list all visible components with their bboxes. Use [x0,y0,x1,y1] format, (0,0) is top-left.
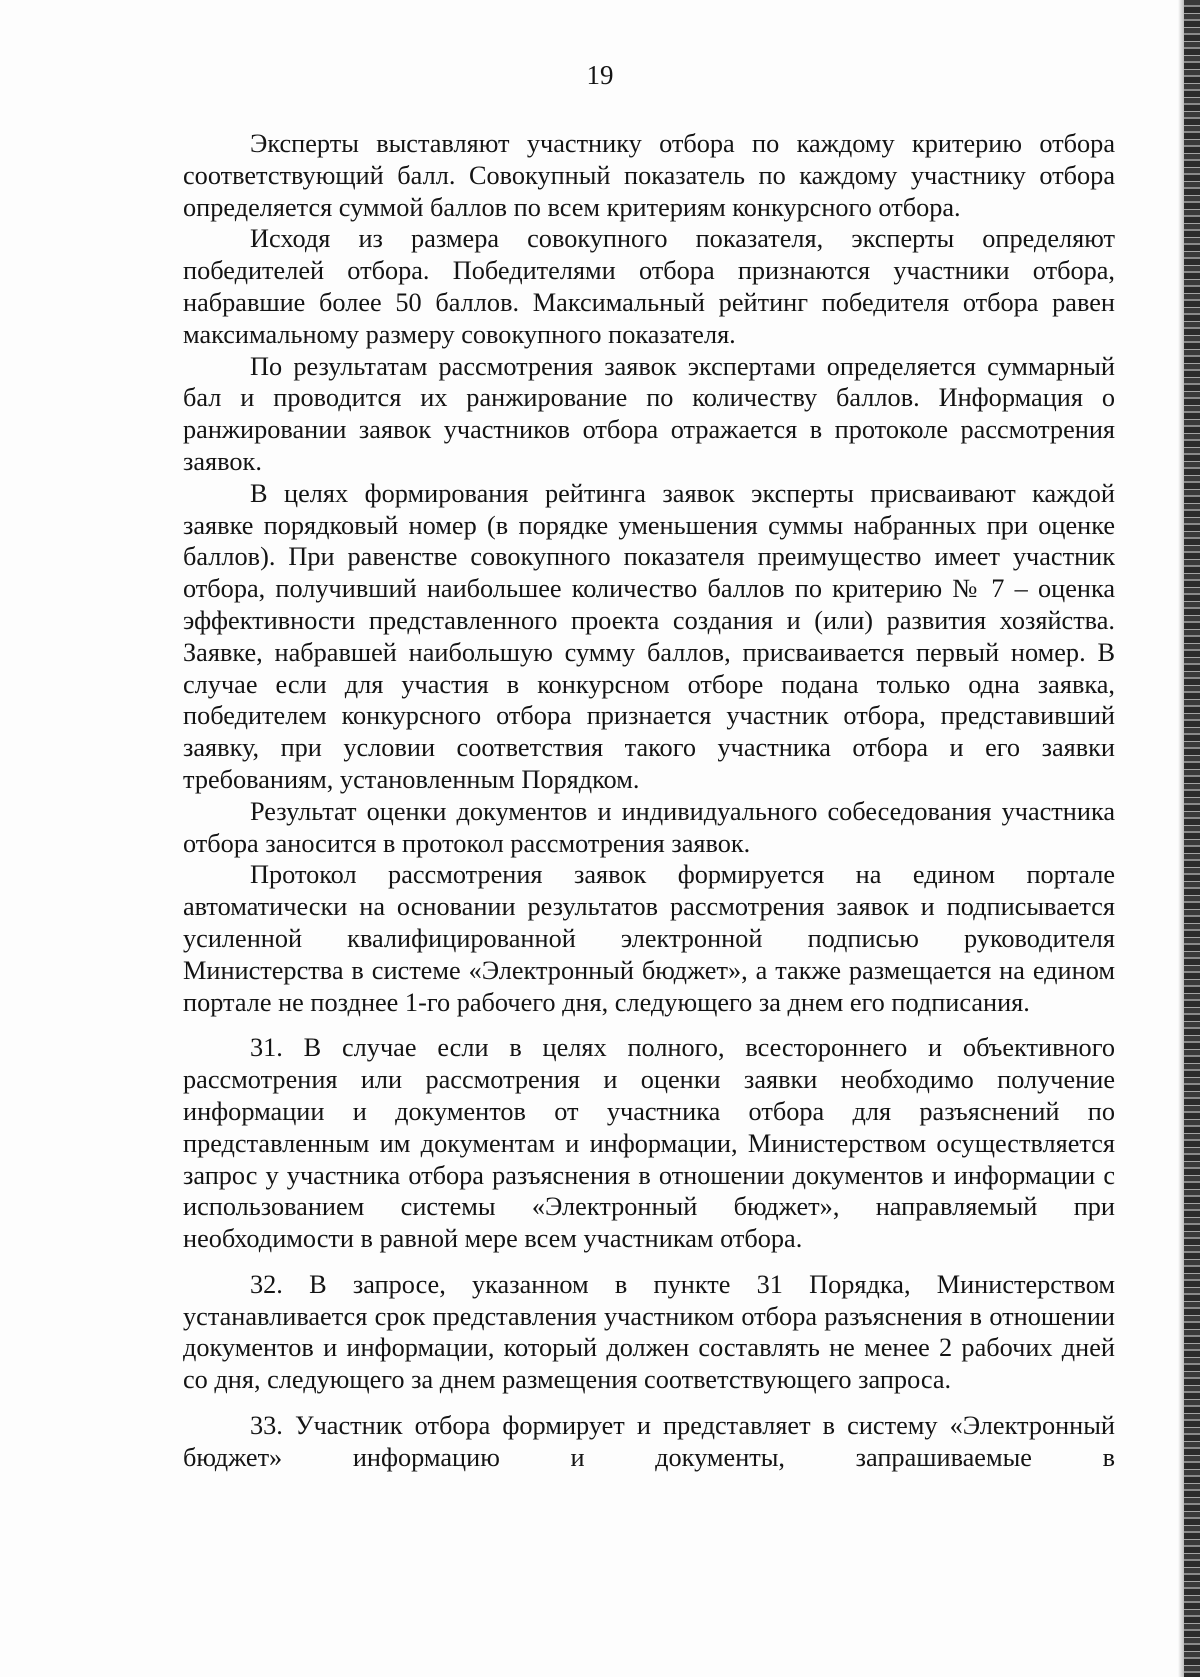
paragraph-item-31: 31. В случае если в целях полного, всестороннего и объективного рассмотрения или рассмотрения и оценки заявки необходимо получение информации и документов от участника отбора для разъяснений по представленным им документам и информации, Министерством осуществляется запрос у участника отбора разъяснения в отношении документов и информации с использованием системы «Электронный бюджет», направляемый при необходимости в равной мере всем участникам отбора. [183,1033,1115,1254]
paragraph-winners-determination: Исходя из размера совокупного показателя, эксперты определяют победителей отбора. Победителями отбора признаются участники отбора, набравшие более 50 баллов. Максимальный рейтинг победителя отбора равен максимальному размеру совокупного показателя. [183,224,1115,349]
paragraph-rating-order: В целях формирования рейтинга заявок эксперты присваивают каждой заявке порядковый номер (в порядке уменьшения суммы набранных при оценке баллов). При равенстве совокупного показателя преимущество имеет участник отбора, получивший наибольшее количество баллов по критерию № 7 – оценка эффективности представленного проекта создания и (или) развития хозяйства. Заявке, набравшей наибольшую сумму баллов, присваивается первый номер. В случае если для участия в конкурсном отборе подана только одна заявка, победителем конкурсного отбора признается участник отбора, представивший заявку, при условии соответствия такого участника отбора и его заявки требованиям, установленным Порядком. [183,478,1115,794]
paragraph-item-33: 33. Участник отбора формирует и представляет в систему «Электронный бюджет» информацию и документы, запрашиваемые в [183,1411,1115,1472]
paragraph-item-32: 32. В запросе, указанном в пункте 31 Порядка, Министерством устанавливается срок представления участником отбора разъяснения в отношении документов и информации, который должен составлять не менее 2 рабочих дней со дня, следующего за днем размещения соответствующего запроса. [183,1269,1115,1395]
page-number: 19 [586,60,614,90]
scan-edge-shadow [1184,0,1200,1677]
paragraph-expert-scoring: Эксперты выставляют участнику отбора по каждому критерию отбора соответствующий балл. Совокупный показатель по каждому участнику отбора определяется суммой баллов по всем критериям конкурсного отбора. [183,129,1115,222]
paragraph-interview-result: Результат оценки документов и индивидуального собеседования участника отбора заносится в протокол рассмотрения заявок. [183,796,1115,858]
paragraph-protocol: Протокол рассмотрения заявок формируется на едином портале автоматически на основании результатов рассмотрения заявок и подписывается усиленной квалифицированной электронной подписью руководителя Министерства в системе «Электронный бюджет», а также размещается на едином портале не позднее 1-го рабочего дня, следующего за днем его подписания. [183,860,1115,1017]
paragraph-ranking: По результатам рассмотрения заявок экспертами определяется суммарный бал и проводится их ранжирование по количеству баллов. Информация о ранжировании заявок участников отбора отражается в протоколе рассмотрения заявок. [183,351,1115,476]
document-body [183,128,1115,1474]
